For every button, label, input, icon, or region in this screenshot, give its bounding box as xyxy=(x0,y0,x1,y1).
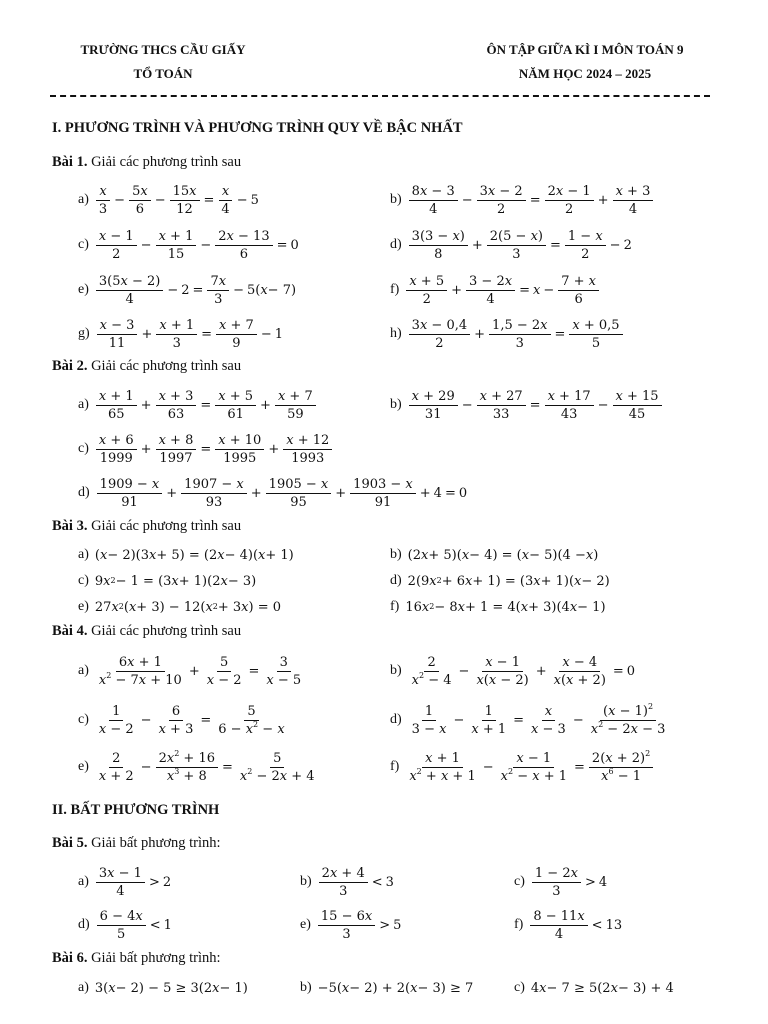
item-label: c) xyxy=(514,874,525,889)
equation-4f: f) $\frac{x + 1}{x^2 + x + 1}$ − $\frac{x - 1}{x^2 - x + 1}$ = $\frac{2(x + 2)^2}{x^6 - 1}$ xyxy=(390,747,654,787)
dashed-divider xyxy=(50,95,710,97)
exercise-5-title xyxy=(52,835,221,852)
item-label: a) xyxy=(78,397,89,412)
item-label: d) xyxy=(390,712,402,727)
item-label: a) xyxy=(78,663,89,678)
equation-4a: a) $\frac{6x + 1}{x^2 - 7x + 10}$ + $\frac{5}{x - 2}$ = $\frac{3}{x - 5}$ xyxy=(78,654,302,688)
school-name: TRƯỜNG THCS CẦU GIẤY xyxy=(80,42,246,57)
item-label: d) xyxy=(390,237,402,252)
inequality-5c: c) $\frac{1 - 2x}{3}$ > 4 xyxy=(514,865,608,899)
equation-3e: e) 27 x 2 ( x + 3) − 12( x 2 + 3 x ) = 0 xyxy=(78,599,282,615)
item-label: g) xyxy=(78,326,90,341)
exercise-label: Bài 4. xyxy=(52,623,88,639)
exercise-instruction: Giải bất phương trình: xyxy=(91,950,221,966)
item-label: a) xyxy=(78,874,89,889)
inequality-5e: e) $\frac{15 - 6x}{3}$ > 5 xyxy=(300,908,402,942)
item-label: f) xyxy=(514,917,524,932)
equation-1h: h) $\frac{3x - 0,4}{2}$ + $\frac{1,5 - 2x}{3}$ = $\frac{x + 0,5}{5}$ xyxy=(390,314,624,354)
item-label: d) xyxy=(390,573,402,588)
item-label: f) xyxy=(390,282,400,297)
exercise-label: Bài 1. xyxy=(52,154,88,170)
exercise-3-title xyxy=(52,518,241,535)
item-label: h) xyxy=(390,326,402,341)
equation-1c: c) $\frac{x - 1}{2}$ − $\frac{x + 1}{15}$ − $\frac{2x - 13}{6}$ = 0 xyxy=(78,228,299,262)
exercise-1-title xyxy=(52,154,241,171)
item-label: c) xyxy=(78,573,89,588)
item-label: c) xyxy=(78,441,89,456)
item-label: c) xyxy=(78,237,89,252)
equation-2c: c) $\frac{x + 6}{1999}$ + $\frac{x + 8}{1997}$ = $\frac{x + 10}{1995}$ + $\frac{x + 12}{1993}$ xyxy=(78,429,333,469)
item-label: f) xyxy=(390,759,400,774)
header-title-block xyxy=(450,38,720,86)
inequality-5f: f) $\frac{8 - 11x}{4}$ < 13 xyxy=(514,908,623,942)
equation-4c: c) $\frac{1}{x - 2}$ − $\frac{6}{x + 3}$ = $\frac{5}{6 - x^2 - x}$ xyxy=(78,703,285,737)
inequality-5a: a) $\frac{3x - 1}{4}$ > 2 xyxy=(78,865,172,899)
inequality-6c: c) 4 x − 7 ≥ 5(2 x − 3) + 4 xyxy=(514,980,674,996)
equation-4e: e) $\frac{2}{x + 2}$ − $\frac{2x^2 + 16}{x^3 + 8}$ = $\frac{5}{x^2 - 2x + 4}$ xyxy=(78,748,315,784)
exercise-instruction: Giải các phương trình sau xyxy=(91,358,242,374)
item-label: b) xyxy=(300,980,312,995)
exercise-instruction: Giải các phương trình sau xyxy=(91,623,242,639)
equation-1b: b) $\frac{8x - 3}{4}$ − $\frac{3x - 2}{2}$ = $\frac{2x - 1}{2}$ + $\frac{x + 3}{4}$ xyxy=(390,180,654,220)
item-label: c) xyxy=(514,980,525,995)
inequality-6b: b) −5( x − 2) + 2( x − 3) ≥ 7 xyxy=(300,980,474,996)
item-label: f) xyxy=(390,599,400,614)
item-label: e) xyxy=(300,917,311,932)
item-label: c) xyxy=(78,712,89,727)
exercise-6-title xyxy=(52,950,221,967)
header-school-block xyxy=(48,38,278,86)
exercise-2-title xyxy=(52,358,241,375)
equation-4b: b) $\frac{2}{x^2 - 4}$ − $\frac{x - 1}{x(x - 2)}$ + $\frac{x - 4}{x(x + 2)}$ = 0 xyxy=(390,654,636,688)
department-name: TỔ TOÁN xyxy=(133,66,193,81)
item-label: b) xyxy=(300,874,312,889)
item-label: a) xyxy=(78,980,89,995)
inequality-5d: d) $\frac{6 - 4x}{5}$ < 1 xyxy=(78,908,172,942)
equation-3b: b) (2 x + 5)( x − 4) = ( x − 5)(4 − x ) xyxy=(390,547,599,563)
section-1-heading: I. PHƯƠNG TRÌNH VÀ PHƯƠNG TRÌNH QUY VỀ BẬC NHẤT xyxy=(52,120,463,136)
equation-3a: a) ( x − 2)(3 x + 5) = (2 x − 4)( x + 1) xyxy=(78,547,294,563)
item-label: b) xyxy=(390,547,402,562)
equation-1e: e) $\frac{3(5x - 2)}{4}$ − 2 = $\frac{7x}{3}$ − 5( x − 7) xyxy=(78,273,297,307)
item-label: a) xyxy=(78,192,89,207)
equation-4d: d) $\frac{1}{3 - x}$ − $\frac{1}{x + 1}$ = $\frac{x}{x - 3}$ − $\frac{(x - 1)^2}{x^2 - 2x - 3}$ xyxy=(390,701,666,737)
equation-1d: d) $\frac{3(3 - x)}{8}$ + $\frac{2(5 - x)}{3}$ = $\frac{1 - x}{2}$ − 2 xyxy=(390,228,632,262)
item-label: e) xyxy=(78,759,89,774)
document-title: ÔN TẬP GIỮA KÌ I MÔN TOÁN 9 xyxy=(486,42,684,57)
item-label: b) xyxy=(390,663,402,678)
exercise-instruction: Giải các phương trình sau xyxy=(91,154,242,170)
equation-1a: a) $\frac{x}{3}$ − $\frac{5x}{6}$ − $\frac{15x}{12}$ = $\frac{x}{4}$ − 5 xyxy=(78,183,259,217)
item-label: b) xyxy=(390,192,402,207)
exercise-instruction: Giải bất phương trình: xyxy=(91,835,221,851)
item-label: b) xyxy=(390,397,402,412)
equation-1f: f) $\frac{x + 5}{2}$ + $\frac{3 - 2x}{4}$ = x − $\frac{7 + x}{6}$ xyxy=(390,270,600,310)
item-label: e) xyxy=(78,282,89,297)
item-label: d) xyxy=(78,917,90,932)
item-label: e) xyxy=(78,599,89,614)
equation-2b: b) $\frac{x + 29}{31}$ − $\frac{x + 27}{33}$ = $\frac{x + 17}{43}$ − $\frac{x + 15}{45}$ xyxy=(390,385,663,425)
exercise-label: Bài 2. xyxy=(52,358,88,374)
equation-2d: d) $\frac{1909 - x}{91}$ + $\frac{1907 - x}{93}$ + $\frac{1905 - x}{95}$ + $\frac{1903 - x}{91}$ + 4 = 0 xyxy=(78,476,468,510)
item-label: a) xyxy=(78,547,89,562)
exercise-label: Bài 6. xyxy=(52,950,88,966)
exercise-instruction: Giải các phương trình sau xyxy=(91,518,242,534)
equation-3f: f) 16 x 2 − 8 x + 1 = 4( x + 3)(4 x − 1) xyxy=(390,599,606,615)
equation-1g: g) $\frac{x - 3}{11}$ + $\frac{x + 1}{3}$ = $\frac{x + 7}{9}$ − 1 xyxy=(78,317,284,351)
exercise-4-title xyxy=(52,623,241,640)
school-year: NĂM HỌC 2024 – 2025 xyxy=(518,66,652,81)
item-label: d) xyxy=(78,485,90,500)
equation-3d: d) 2(9 x 2 + 6 x + 1) = (3 x + 1)( x − 2) xyxy=(390,573,610,589)
section-2-heading: II. BẤT PHƯƠNG TRÌNH xyxy=(52,802,220,818)
equation-3c: c) 9 x 2 − 1 = (3 x + 1)(2 x − 3) xyxy=(78,573,257,589)
exercise-label: Bài 5. xyxy=(52,835,88,851)
inequality-6a: a) 3( x − 2) − 5 ≥ 3(2 x − 1) xyxy=(78,980,248,996)
equation-2a: a) $\frac{x + 1}{65}$ + $\frac{x + 3}{63}$ = $\frac{x + 5}{61}$ + $\frac{x + 7}{59}$ xyxy=(78,385,317,425)
inequality-5b: b) $\frac{2x + 4}{3}$ < 3 xyxy=(300,865,394,899)
exercise-label: Bài 3. xyxy=(52,518,88,534)
